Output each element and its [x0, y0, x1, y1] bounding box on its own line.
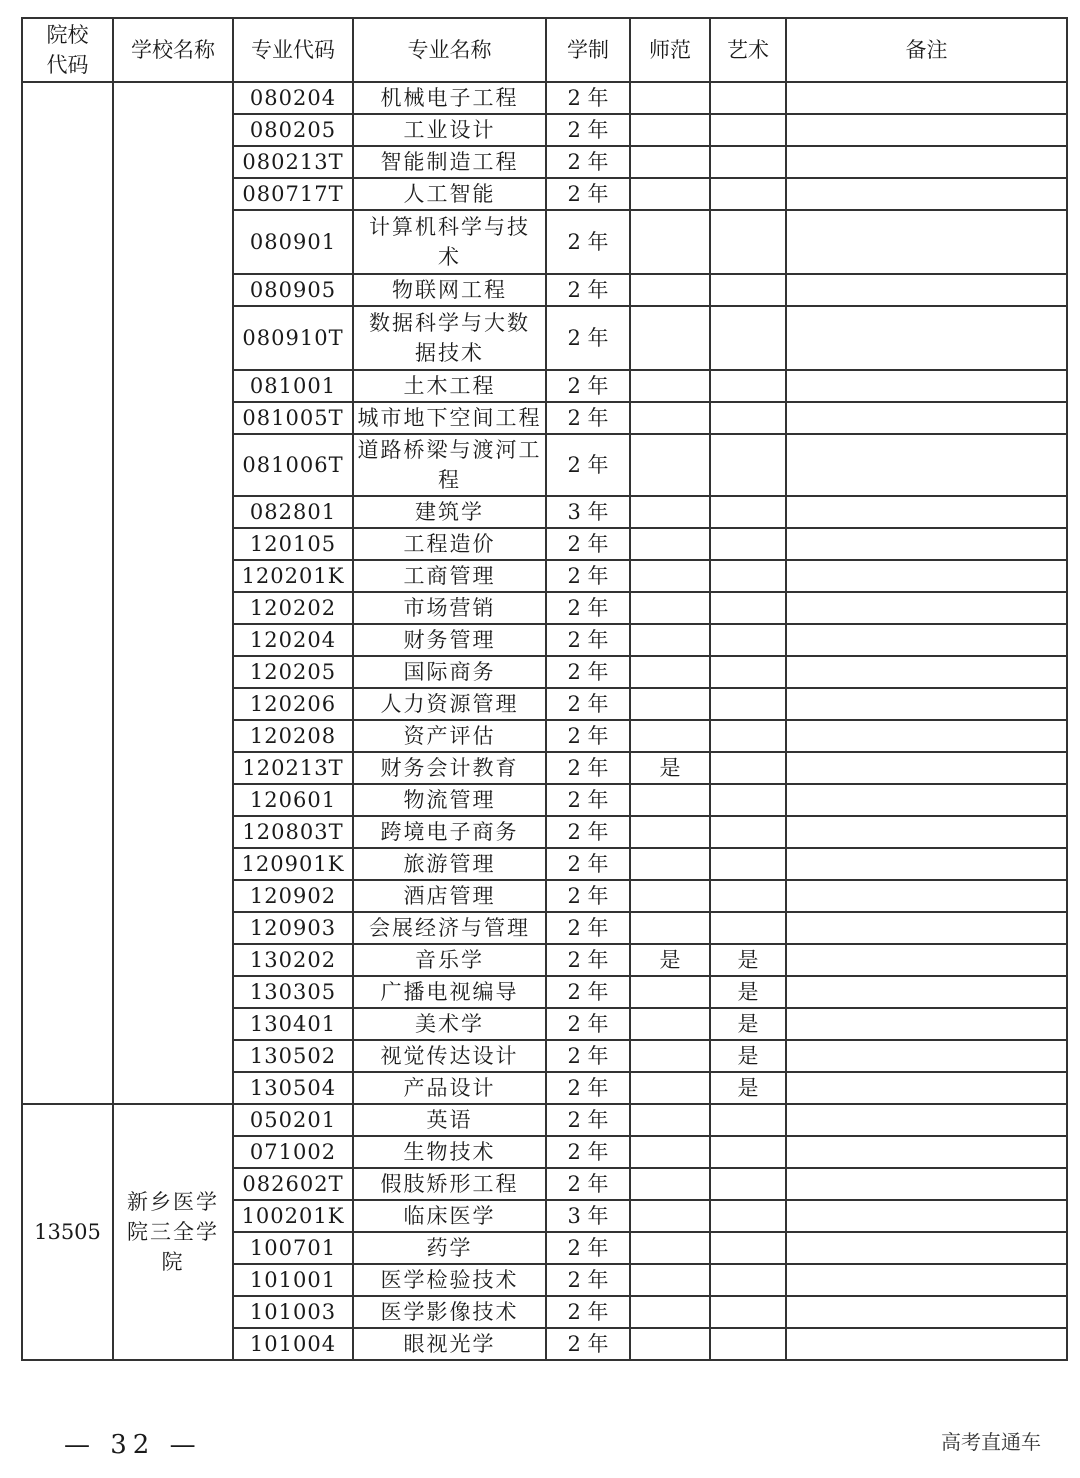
- major-code-cell: 080717T: [233, 178, 353, 210]
- normal-cell: [630, 1168, 710, 1200]
- major-code-cell: 080213T: [233, 146, 353, 178]
- college-code-cell: [22, 82, 113, 1104]
- header-art: 艺术: [710, 18, 786, 82]
- normal-cell: 是: [630, 944, 710, 976]
- header-duration: 学制: [546, 18, 630, 82]
- normal-cell: [630, 274, 710, 306]
- remarks-cell: [786, 880, 1067, 912]
- major-name-cell: 跨境电子商务: [353, 816, 546, 848]
- major-name-cell: 资产评估: [353, 720, 546, 752]
- remarks-cell: [786, 1008, 1067, 1040]
- duration-cell: 2 年: [546, 402, 630, 434]
- header-normal: 师范: [630, 18, 710, 82]
- normal-cell: [630, 880, 710, 912]
- normal-cell: [630, 976, 710, 1008]
- art-cell: [710, 688, 786, 720]
- duration-cell: 2 年: [546, 784, 630, 816]
- remarks-cell: [786, 1200, 1067, 1232]
- remarks-cell: [786, 402, 1067, 434]
- art-cell: [710, 434, 786, 496]
- major-code-cell: 080905: [233, 274, 353, 306]
- art-cell: [710, 496, 786, 528]
- duration-cell: 2 年: [546, 1072, 630, 1104]
- remarks-cell: [786, 82, 1067, 114]
- header-row: [22, 18, 1067, 82]
- art-cell: [710, 1168, 786, 1200]
- major-name-cell: 英语: [353, 1104, 546, 1136]
- duration-cell: 2 年: [546, 880, 630, 912]
- duration-cell: 2 年: [546, 178, 630, 210]
- major-code-cell: 080910T: [233, 306, 353, 370]
- major-name-cell: 工业设计: [353, 114, 546, 146]
- art-cell: [710, 752, 786, 784]
- art-cell: [710, 1296, 786, 1328]
- normal-cell: [630, 496, 710, 528]
- remarks-cell: [786, 274, 1067, 306]
- art-cell: [710, 592, 786, 624]
- major-name-cell: 视觉传达设计: [353, 1040, 546, 1072]
- remarks-cell: [786, 1232, 1067, 1264]
- duration-cell: 2 年: [546, 752, 630, 784]
- art-cell: [710, 624, 786, 656]
- remarks-cell: [786, 178, 1067, 210]
- major-name-cell: 药学: [353, 1232, 546, 1264]
- major-code-cell: 130502: [233, 1040, 353, 1072]
- duration-cell: 2 年: [546, 210, 630, 274]
- duration-cell: 2 年: [546, 434, 630, 496]
- art-cell: [710, 656, 786, 688]
- major-name-cell: 医学影像技术: [353, 1296, 546, 1328]
- major-name-cell: 数据科学与大数 据技术: [353, 306, 546, 370]
- normal-cell: [630, 82, 710, 114]
- major-code-cell: 081001: [233, 370, 353, 402]
- duration-cell: 2 年: [546, 560, 630, 592]
- remarks-cell: [786, 592, 1067, 624]
- remarks-cell: [786, 1168, 1067, 1200]
- duration-cell: 2 年: [546, 274, 630, 306]
- major-name-cell: 旅游管理: [353, 848, 546, 880]
- art-cell: [710, 880, 786, 912]
- normal-cell: [630, 210, 710, 274]
- major-name-cell: 机械电子工程: [353, 82, 546, 114]
- major-name-cell: 建筑学: [353, 496, 546, 528]
- normal-cell: [630, 912, 710, 944]
- duration-cell: 2 年: [546, 370, 630, 402]
- duration-cell: 2 年: [546, 114, 630, 146]
- major-name-cell: 工程造价: [353, 528, 546, 560]
- major-name-cell: 物流管理: [353, 784, 546, 816]
- normal-cell: [630, 1072, 710, 1104]
- remarks-cell: [786, 528, 1067, 560]
- remarks-cell: [786, 146, 1067, 178]
- normal-cell: [630, 1008, 710, 1040]
- major-name-cell: 物联网工程: [353, 274, 546, 306]
- header-major-name: 专业名称: [353, 18, 546, 82]
- duration-cell: 2 年: [546, 1168, 630, 1200]
- page-number: — 32 —: [64, 1430, 202, 1460]
- duration-cell: 2 年: [546, 816, 630, 848]
- remarks-cell: [786, 1136, 1067, 1168]
- normal-cell: [630, 624, 710, 656]
- duration-cell: 3 年: [546, 1200, 630, 1232]
- normal-cell: [630, 1136, 710, 1168]
- normal-cell: [630, 1104, 710, 1136]
- major-code-cell: 101004: [233, 1328, 353, 1360]
- normal-cell: [630, 528, 710, 560]
- duration-cell: 2 年: [546, 528, 630, 560]
- remarks-cell: [786, 848, 1067, 880]
- major-code-cell: 120205: [233, 656, 353, 688]
- duration-cell: 2 年: [546, 1040, 630, 1072]
- duration-cell: 2 年: [546, 944, 630, 976]
- major-code-cell: 120206: [233, 688, 353, 720]
- remarks-cell: [786, 1072, 1067, 1104]
- duration-cell: 2 年: [546, 976, 630, 1008]
- college-code-cell: 13505: [22, 1104, 113, 1360]
- table-row: [22, 82, 1067, 114]
- major-code-cell: 080204: [233, 82, 353, 114]
- normal-cell: [630, 560, 710, 592]
- normal-cell: [630, 592, 710, 624]
- duration-cell: 2 年: [546, 1008, 630, 1040]
- art-cell: [710, 912, 786, 944]
- duration-cell: 2 年: [546, 1296, 630, 1328]
- major-code-cell: 101001: [233, 1264, 353, 1296]
- normal-cell: [630, 1296, 710, 1328]
- major-code-cell: 082801: [233, 496, 353, 528]
- header-major-code: 专业代码: [233, 18, 353, 82]
- major-code-cell: 130305: [233, 976, 353, 1008]
- major-name-cell: 美术学: [353, 1008, 546, 1040]
- art-cell: [710, 816, 786, 848]
- normal-cell: [630, 370, 710, 402]
- normal-cell: [630, 720, 710, 752]
- major-code-cell: 100201K: [233, 1200, 353, 1232]
- major-name-cell: 智能制造工程: [353, 146, 546, 178]
- art-cell: [710, 1200, 786, 1232]
- remarks-cell: [786, 976, 1067, 1008]
- duration-cell: 2 年: [546, 146, 630, 178]
- art-cell: 是: [710, 1040, 786, 1072]
- major-code-cell: 130504: [233, 1072, 353, 1104]
- normal-cell: 是: [630, 752, 710, 784]
- major-code-cell: 082602T: [233, 1168, 353, 1200]
- remarks-cell: [786, 306, 1067, 370]
- table-row: [22, 1104, 1067, 1136]
- art-cell: [710, 528, 786, 560]
- major-code-cell: 100701: [233, 1232, 353, 1264]
- remarks-cell: [786, 370, 1067, 402]
- duration-cell: 2 年: [546, 1104, 630, 1136]
- remarks-cell: [786, 720, 1067, 752]
- major-name-cell: 假肢矫形工程: [353, 1168, 546, 1200]
- art-cell: [710, 848, 786, 880]
- major-code-cell: 120903: [233, 912, 353, 944]
- major-code-cell: 120901K: [233, 848, 353, 880]
- school-name-cell: [113, 82, 233, 1104]
- school-name-cell: 新乡医学 院三全学 院: [113, 1104, 233, 1360]
- duration-cell: 2 年: [546, 656, 630, 688]
- major-code-cell: 081006T: [233, 434, 353, 496]
- major-code-cell: 130202: [233, 944, 353, 976]
- art-cell: [710, 1232, 786, 1264]
- major-code-cell: 130401: [233, 1008, 353, 1040]
- duration-cell: 2 年: [546, 592, 630, 624]
- art-cell: 是: [710, 944, 786, 976]
- remarks-cell: [786, 688, 1067, 720]
- major-code-cell: 120201K: [233, 560, 353, 592]
- header-college-code: 院校 代码: [22, 18, 113, 82]
- remarks-cell: [786, 1104, 1067, 1136]
- major-name-cell: 道路桥梁与渡河工程: [353, 434, 546, 496]
- normal-cell: [630, 784, 710, 816]
- major-name-cell: 市场营销: [353, 592, 546, 624]
- header-school-name: 学校名称: [113, 18, 233, 82]
- art-cell: [710, 560, 786, 592]
- art-cell: [710, 1264, 786, 1296]
- major-code-cell: 080901: [233, 210, 353, 274]
- remarks-cell: [786, 1264, 1067, 1296]
- duration-cell: 2 年: [546, 82, 630, 114]
- art-cell: 是: [710, 976, 786, 1008]
- remarks-cell: [786, 944, 1067, 976]
- major-name-cell: 酒店管理: [353, 880, 546, 912]
- art-cell: [710, 1328, 786, 1360]
- remarks-cell: [786, 210, 1067, 274]
- art-cell: [710, 370, 786, 402]
- normal-cell: [630, 688, 710, 720]
- remarks-cell: [786, 1296, 1067, 1328]
- major-name-cell: 计算机科学与技 术: [353, 210, 546, 274]
- major-name-cell: 人力资源管理: [353, 688, 546, 720]
- duration-cell: 2 年: [546, 306, 630, 370]
- normal-cell: [630, 306, 710, 370]
- art-cell: [710, 1104, 786, 1136]
- major-code-cell: 120105: [233, 528, 353, 560]
- major-code-cell: 120803T: [233, 816, 353, 848]
- normal-cell: [630, 1040, 710, 1072]
- major-code-cell: 081005T: [233, 402, 353, 434]
- major-name-cell: 产品设计: [353, 1072, 546, 1104]
- duration-cell: 3 年: [546, 496, 630, 528]
- duration-cell: 2 年: [546, 624, 630, 656]
- major-code-cell: 071002: [233, 1136, 353, 1168]
- duration-cell: 2 年: [546, 1328, 630, 1360]
- art-cell: 是: [710, 1072, 786, 1104]
- major-name-cell: 国际商务: [353, 656, 546, 688]
- art-cell: [710, 82, 786, 114]
- normal-cell: [630, 1232, 710, 1264]
- remarks-cell: [786, 752, 1067, 784]
- art-cell: 是: [710, 1008, 786, 1040]
- art-cell: [710, 210, 786, 274]
- major-name-cell: 眼视光学: [353, 1328, 546, 1360]
- major-code-cell: 120902: [233, 880, 353, 912]
- remarks-cell: [786, 656, 1067, 688]
- art-cell: [710, 274, 786, 306]
- normal-cell: [630, 656, 710, 688]
- normal-cell: [630, 1328, 710, 1360]
- major-name-cell: 土木工程: [353, 370, 546, 402]
- major-code-cell: 101003: [233, 1296, 353, 1328]
- normal-cell: [630, 114, 710, 146]
- major-code-cell: 050201: [233, 1104, 353, 1136]
- major-name-cell: 财务管理: [353, 624, 546, 656]
- duration-cell: 2 年: [546, 688, 630, 720]
- major-name-cell: 音乐学: [353, 944, 546, 976]
- remarks-cell: [786, 1328, 1067, 1360]
- duration-cell: 2 年: [546, 848, 630, 880]
- normal-cell: [630, 816, 710, 848]
- art-cell: [710, 784, 786, 816]
- major-code-cell: 120202: [233, 592, 353, 624]
- duration-cell: 2 年: [546, 912, 630, 944]
- art-cell: [710, 114, 786, 146]
- art-cell: [710, 1136, 786, 1168]
- normal-cell: [630, 1200, 710, 1232]
- major-name-cell: 医学检验技术: [353, 1264, 546, 1296]
- major-name-cell: 工商管理: [353, 560, 546, 592]
- major-name-cell: 广播电视编导: [353, 976, 546, 1008]
- normal-cell: [630, 848, 710, 880]
- normal-cell: [630, 434, 710, 496]
- remarks-cell: [786, 816, 1067, 848]
- art-cell: [710, 146, 786, 178]
- art-cell: [710, 306, 786, 370]
- major-name-cell: 生物技术: [353, 1136, 546, 1168]
- major-code-cell: 080205: [233, 114, 353, 146]
- remarks-cell: [786, 624, 1067, 656]
- normal-cell: [630, 1264, 710, 1296]
- duration-cell: 2 年: [546, 1232, 630, 1264]
- art-cell: [710, 720, 786, 752]
- duration-cell: 2 年: [546, 1264, 630, 1296]
- normal-cell: [630, 146, 710, 178]
- watermark: 高考直通车: [941, 1430, 1041, 1454]
- normal-cell: [630, 178, 710, 210]
- major-code-cell: 120601: [233, 784, 353, 816]
- major-code-cell: 120208: [233, 720, 353, 752]
- major-name-cell: 财务会计教育: [353, 752, 546, 784]
- major-code-cell: 120213T: [233, 752, 353, 784]
- remarks-cell: [786, 1040, 1067, 1072]
- major-name-cell: 会展经济与管理: [353, 912, 546, 944]
- header-remarks: 备注: [786, 18, 1067, 82]
- duration-cell: 2 年: [546, 1136, 630, 1168]
- art-cell: [710, 178, 786, 210]
- remarks-cell: [786, 114, 1067, 146]
- remarks-cell: [786, 560, 1067, 592]
- majors-table: [21, 17, 1068, 1361]
- duration-cell: 2 年: [546, 720, 630, 752]
- major-name-cell: 城市地下空间工程: [353, 402, 546, 434]
- major-name-cell: 临床医学: [353, 1200, 546, 1232]
- remarks-cell: [786, 434, 1067, 496]
- remarks-cell: [786, 912, 1067, 944]
- art-cell: [710, 402, 786, 434]
- table-body: [22, 82, 1067, 1360]
- remarks-cell: [786, 784, 1067, 816]
- major-code-cell: 120204: [233, 624, 353, 656]
- major-name-cell: 人工智能: [353, 178, 546, 210]
- normal-cell: [630, 402, 710, 434]
- remarks-cell: [786, 496, 1067, 528]
